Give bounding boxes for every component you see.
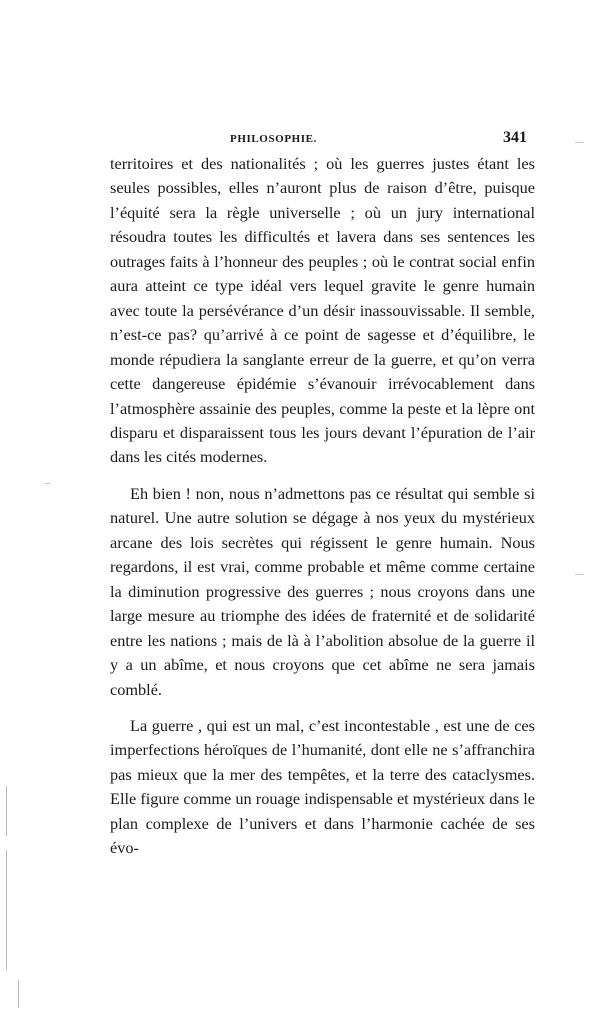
page-header [110,130,535,150]
scan-margin-mark [18,980,19,1008]
scan-margin-mark [6,850,7,970]
paragraph-1: territoires et des nationalités ; où les guerres justes étant les seules possibles, elles n’auront plus de raison d’être, puisque l’équité sera la règle universelle ; où un jury international résoudra toutes les difficultés et lavera dans ses sentences les outrages faits à l’honneur des peuples ; où le contrat social enfin aura atteint ce type idéal vers lequel gravite le genre humain avec toute la persévérance d’un désir inassouvissable. Il semble, n’est-ce pas? qu’arrivé à ce point de sagesse et d’équilibre, le monde répudiera la sanglante erreur de la guerre, et qu’on verra cette dangereuse épidémie s’évanouir irrévocablement dans l’atmosphère assainie des peuples, comme la peste et la lèpre ont disparu et disparaissent tous les jours devant l’épuration de l’air dans les cités modernes. [110,154,535,467]
running-head: PHILOSOPHIE. [230,133,317,145]
scan-margin-mark [6,786,7,836]
paragraph-2: Eh bien ! non, nous n’admettons pas ce résultat qui semble si naturel. Une autre solution se dégage à nos yeux du mystérieux arcane des lois secrètes qui régissent le genre humain. Nous regardons, il est vrai, comme probable et même comme certaine la diminution progressive des guerres ; nous croyons dans une large mesure au triomphe des idées de fraternité et de solidarité entre les nations ; mais de là à l’abolition absolue de la guerre il y a un abîme, et nous croyons que cet abîme ne sera jamais comblé. [110,483,535,699]
body-text [110,152,535,861]
scan-tick-mark [45,483,50,484]
scan-tick-mark [575,142,584,143]
page-number: 341 [503,129,527,146]
paragraph-3: La guerre , qui est un mal, c’est incontestable , est une de ces imperfections héroïques de l’humanité, dont elle ne s’affranchira pas mieux que la mer des tempêtes, et la terre des cataclysmes. Elle figure comme un rouage indispensable et mystérieux dans le plan complexe de l’univers et dans l’harmonie cachée de ses évo- [110,715,535,858]
scan-tick-mark [575,574,584,575]
